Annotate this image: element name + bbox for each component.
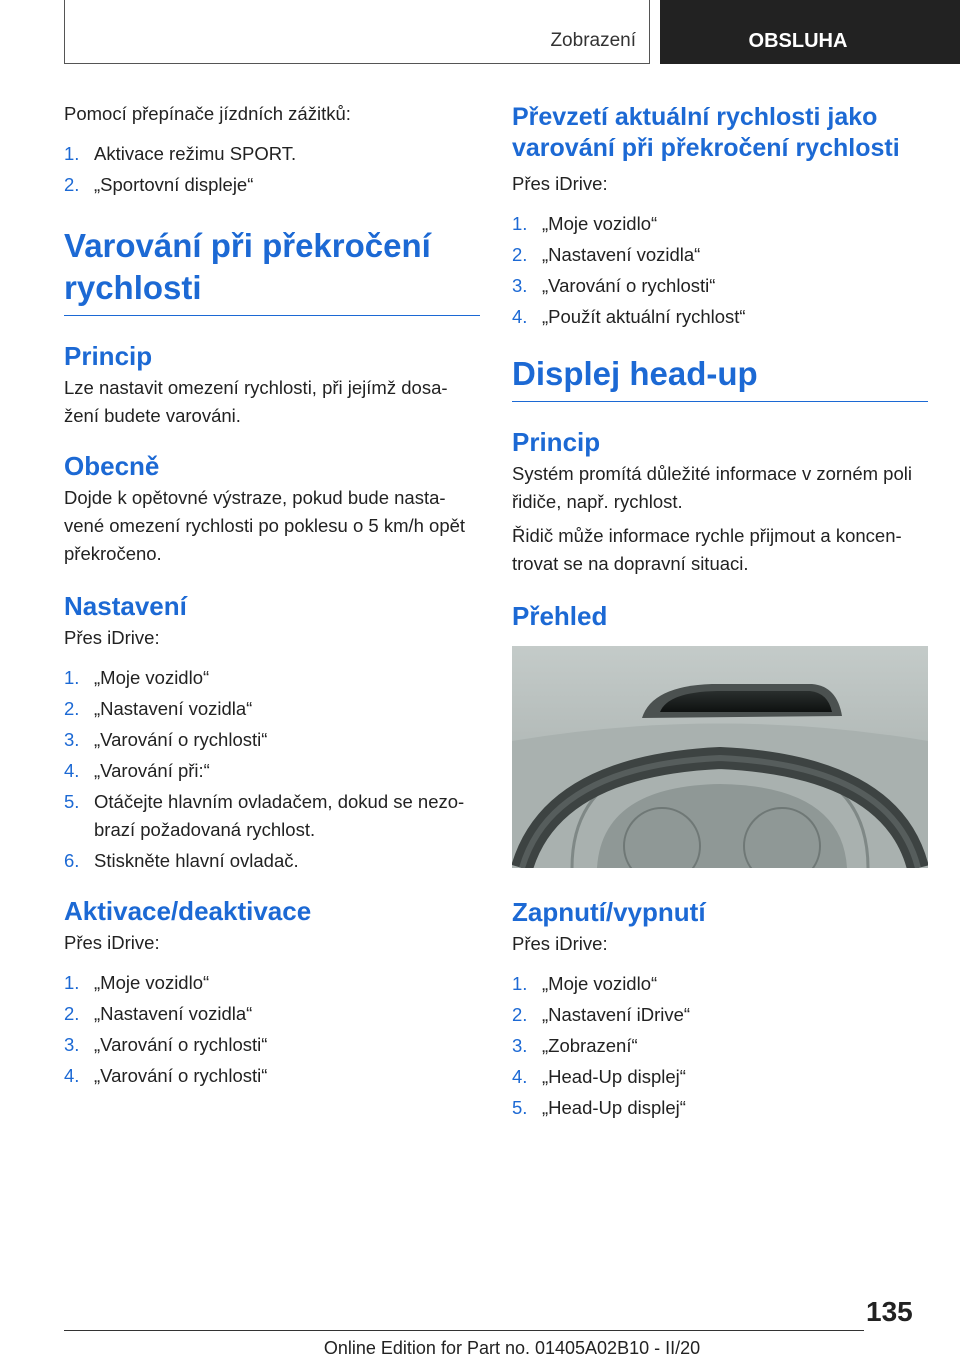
step-text: „Varování o rychlosti“ [94, 1065, 268, 1086]
step-number: 5. [64, 791, 80, 812]
nastaveni-steps [64, 664, 480, 875]
step-text: „Varování o rychlosti“ [542, 275, 716, 296]
step-number: 1. [64, 143, 80, 164]
section-princip-text: Lze nastavit omezení rychlosti, při jejímž dosa-žení budete varováni. [64, 377, 448, 426]
step-item [64, 1062, 480, 1090]
step-item [64, 1031, 480, 1059]
header-section-title: Zobrazení [550, 30, 636, 51]
step-number: 4. [512, 1066, 528, 1087]
step-number: 1. [64, 667, 80, 688]
step-item [512, 1001, 928, 1029]
footer-divider [64, 1330, 864, 1331]
step-number: 4. [64, 1065, 80, 1086]
step-item [512, 272, 928, 300]
step-number: 2. [512, 1004, 528, 1025]
step-number: 6. [64, 850, 80, 871]
section-prevzeti-lead: Přes iDrive: [512, 173, 608, 194]
head-up-display-photo [512, 646, 928, 868]
step-number: 2. [64, 698, 80, 719]
step-item [64, 847, 480, 875]
section-princip-title: Princip [64, 341, 153, 371]
step-text: „Nastavení vozidla“ [94, 1003, 253, 1024]
step-text: „Varování o rychlosti“ [94, 729, 268, 750]
step-text: „Zobrazení“ [542, 1035, 638, 1056]
section-hud-princip-title: Princip [512, 427, 601, 457]
step-number: 4. [64, 760, 80, 781]
section-aktivace-title: Aktivace/deaktivace [64, 896, 312, 926]
chapter-title-speed-warning [64, 225, 480, 316]
section-hud-princip-text-1: Systém promítá důležité informace v zorném poli řidiče, např. rychlost. [512, 463, 912, 512]
step-item [512, 303, 928, 331]
step-text: „Moje vozidlo“ [542, 973, 658, 994]
section-prevzeti-title [512, 102, 928, 164]
chapter-title-line-2: rychlosti [64, 269, 202, 306]
step-number: 2. [64, 1003, 80, 1024]
step-item [64, 757, 480, 785]
step-text: „Moje vozidlo“ [542, 213, 658, 234]
step-text: „Nastavení iDrive“ [542, 1004, 691, 1025]
prevzeti-steps [512, 210, 928, 331]
step-number: 2. [64, 174, 80, 195]
step-text: Stiskněte hlavní ovladač. [94, 850, 299, 871]
page-number: 135 [866, 1296, 913, 1327]
step-number: 3. [64, 729, 80, 750]
step-item [512, 241, 928, 269]
step-number: 3. [512, 275, 528, 296]
step-item [64, 788, 480, 844]
step-item [64, 695, 480, 723]
step-item [512, 1094, 928, 1122]
step-text: „Varování o rychlosti“ [94, 1034, 268, 1055]
section-nastaveni-title: Nastavení [64, 591, 187, 621]
step-item [512, 210, 928, 238]
header-tab-obsluha: OBSLUHA [660, 0, 960, 64]
step-text: „Moje vozidlo“ [94, 972, 210, 993]
step-number: 5. [512, 1097, 528, 1118]
step-text: „Nastavení vozidla“ [542, 244, 701, 265]
section-obecne-text: Dojde k opětovné výstraze, pokud bude nasta-vené omezení rychlosti po poklesu o 5 km/h opět překročeno. [64, 487, 466, 564]
step-item [512, 970, 928, 998]
step-item [64, 726, 480, 754]
section-zapnuti-title: Zapnutí/vypnutí [512, 897, 706, 927]
section-prevzeti-title-line-2: varování při překročení rychlosti [512, 134, 900, 162]
step-text: „Head-Up displej“ [542, 1066, 686, 1087]
intro-text: Pomocí přepínače jízdních zážitků: [64, 103, 351, 124]
step-number: 3. [64, 1034, 80, 1055]
step-number: 1. [512, 213, 528, 234]
step-number: 1. [512, 973, 528, 994]
step-number: 4. [512, 306, 528, 327]
section-prevzeti-title-line-1: Převzetí aktuální rychlosti jako [512, 103, 878, 131]
step-item [64, 1000, 480, 1028]
step-text: „Head-Up displej“ [542, 1097, 686, 1118]
section-zapnuti-lead: Přes iDrive: [512, 933, 608, 954]
step-text: Otáčejte hlavním ovladačem, dokud se nezo-brazí požadovaná rychlost. [94, 791, 465, 840]
step-text: „Varování při:“ [94, 760, 210, 781]
step-number: 3. [512, 1035, 528, 1056]
step-number: 2. [512, 244, 528, 265]
intro-steps [64, 140, 480, 199]
step-item [64, 664, 480, 692]
step-item [64, 140, 480, 168]
step-number: 1. [64, 972, 80, 993]
section-obecne-title: Obecně [64, 451, 160, 481]
step-text: „Použít aktuální rychlost“ [542, 306, 746, 327]
step-text: „Nastavení vozidla“ [94, 698, 253, 719]
left-column [64, 100, 480, 1093]
footer-edition: Online Edition for Part no. 01405A02B10 - II/20 [323, 1338, 701, 1358]
aktivace-steps [64, 969, 480, 1090]
step-item [512, 1032, 928, 1060]
section-aktivace-lead: Přes iDrive: [64, 932, 160, 953]
step-text: Aktivace režimu SPORT. [94, 143, 297, 164]
step-text: „Sportovní displeje“ [94, 174, 254, 195]
section-prehled-title: Přehled [512, 601, 608, 631]
right-column [512, 100, 928, 1125]
step-item [512, 1063, 928, 1091]
section-hud-princip-text-2: Řidič může informace rychle přijmout a koncen-trovat se na dopravní situaci. [512, 525, 902, 574]
step-item [64, 969, 480, 997]
section-nastaveni-lead: Přes iDrive: [64, 627, 160, 648]
step-item [64, 171, 480, 199]
zapnuti-steps [512, 970, 928, 1122]
dashboard-illustration [512, 646, 928, 868]
chapter-title-head-up: Displej head-up [512, 353, 928, 402]
step-text: „Moje vozidlo“ [94, 667, 210, 688]
chapter-title-line-1: Varování při překročení [64, 227, 431, 264]
